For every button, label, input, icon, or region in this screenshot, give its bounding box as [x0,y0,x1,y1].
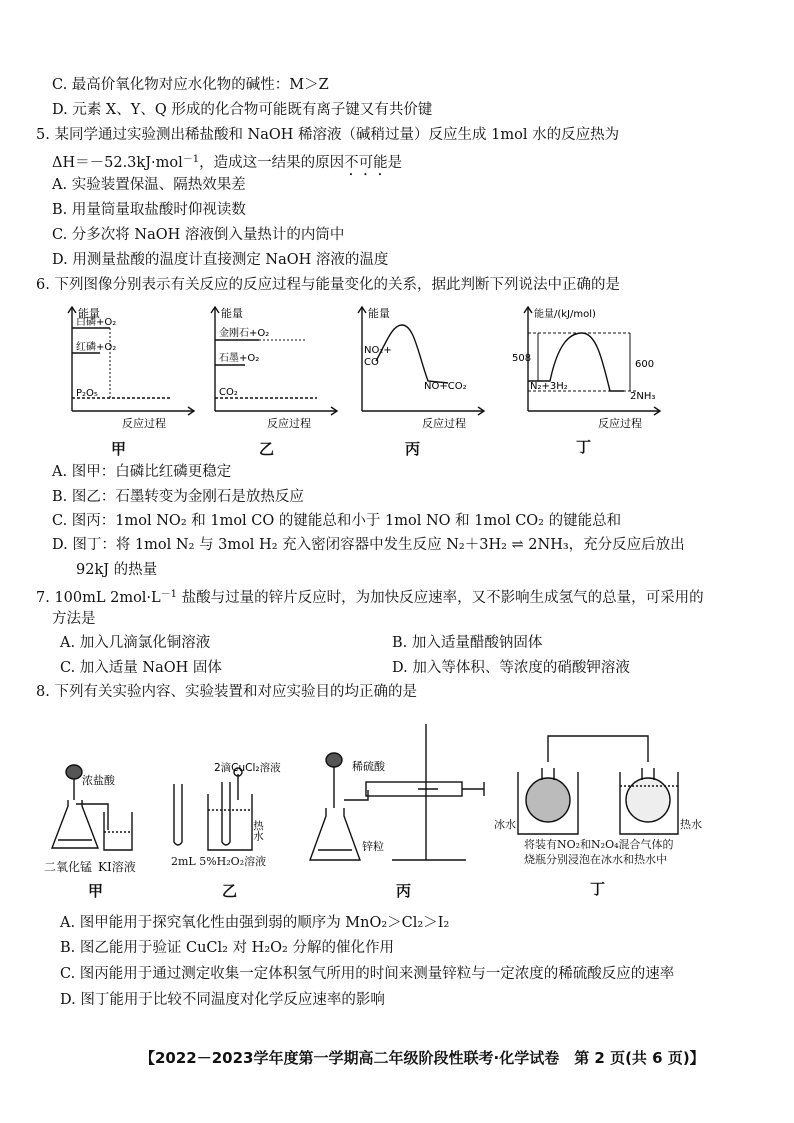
apparatus-yi [166,760,291,856]
graph-yi-label-diamond: 金刚石+O₂ [219,328,270,339]
q6-option-d-line1: D. 图丁：将 1mol N₂ 与 3mol H₂ 充入密闭容器中发生反应 N₂＋3H₂ ⇌ 2NH₃，充分反应后放出 [52,537,685,553]
q8-option-c: C. 图丙能用于通过测定收集一定体积氢气所用的时间来测量锌粒与一定浓度的稀硫酸反应的速率 [60,966,675,982]
apparatus-yi-label-h2o2: 2mL 5%H₂O₂溶液 [171,855,267,868]
apparatus-yi-caption: 乙 [222,882,238,900]
energy-graph-yi [205,303,341,435]
energy-graph-ding [512,303,668,435]
graph-bing-ylabel: 能量 [368,307,390,320]
graph-ding-value-600: 600 [635,359,655,370]
apparatus-jia-label-ki: KI溶液 [98,860,136,874]
apparatus-yi-label-hot-water: 热水 [252,820,264,841]
q6-stem: 6. 下列图像分别表示有关反应的反应过程与能量变化的关系，据此判断下列说法中正确的是 [36,277,620,293]
graph-yi-label-graphite: 石墨+O₂ [219,353,260,364]
graph-bing-label-co: CO [364,357,379,368]
apparatus-ding-note-1: 将装有NO₂和N₂O₄混合气体的 [524,838,674,851]
graph-yi-caption: 乙 [259,440,275,458]
graph-jia-xlabel: 反应过程 [122,417,166,430]
graph-bing-caption: 丙 [405,440,421,458]
apparatus-yi-label-cucl2: 2滴CuCl₂溶液 [214,762,281,774]
q6-option-b: B. 图乙：石墨转变为金刚石是放热反应 [52,489,304,505]
q6-option-a: A. 图甲：白磷比红磷更稳定 [52,464,232,480]
graph-bing-label-products: NO+CO₂ [424,381,467,392]
apparatus-jia [44,760,164,858]
apparatus-ding-caption: 丁 [590,880,606,898]
graph-jia-label-p2o5: P₂O₅ [76,388,98,399]
energy-graph-jia [62,303,198,435]
q7-option-b: B. 加入适量醋酸钠固体 [392,635,543,651]
q4-option-d: D. 元素 X、Y、Q 形成的化合物可能既有离子键又有共价键 [52,102,433,118]
graph-bing-xlabel: 反应过程 [422,417,466,430]
apparatus-bing [308,716,493,876]
q7-option-d: D. 加入等体积、等浓度的硝酸钾溶液 [392,660,630,676]
graph-yi-label-co2: CO₂ [219,387,238,398]
apparatus-jia-label-hcl: 浓盐酸 [82,774,115,787]
graph-ding-ylabel: 能量/(kJ/mol) [534,309,596,320]
apparatus-ding-label-hot-water: 热水 [680,818,702,831]
q5-option-a: A. 实验装置保温、隔热效果差 [52,177,246,193]
apparatus-bing-label-h2so4: 稀硫酸 [352,760,385,773]
q5-option-b: B. 用量筒量取盐酸时仰视读数 [52,202,246,218]
q7-stem-line2: 方法是 [52,611,96,627]
graph-jia-label-white-p: 白磷+O₂ [76,317,117,328]
q8-stem: 8. 下列有关实验内容、实验装置和对应实验目的均正确的是 [36,684,417,700]
graph-jia-ylabel: 能量 [78,307,100,320]
q7-stem-line1: 7. 100mL $2mol\cdot L^{-1}$ 盐酸与过量的锌片反应时，为加快反应速率，又不影响生成氢气的总量，可采用的 [36,589,704,606]
page-footer: 【2022－2023学年度第一学期高二年级阶段性联考·化学试卷 第 2 页(共 6 页)】 [140,1049,705,1067]
q5-stem-line1: 5. 某同学通过实验测出稀盐酸和 NaOH 稀溶液（碱稍过量）反应生成 1mol 水的反应热为 [36,127,620,143]
graph-yi-ylabel: 能量 [221,307,243,320]
graph-jia-label-red-p: 红磷+O₂ [76,342,117,353]
apparatus-jia-caption: 甲 [88,882,104,900]
apparatus-bing-caption: 丙 [396,882,412,900]
graph-ding-value-508: 508 [512,353,532,364]
emphasis-not-possible: 不可能 [344,155,388,171]
graph-ding-caption: 丁 [576,438,592,456]
graph-ding-label-nh3: 2NH₃ [630,391,656,402]
apparatus-ding-label-ice-water: 冰水 [494,818,516,831]
q8-option-b: B. 图乙能用于验证 CuCl₂ 对 H₂O₂ 分解的催化作用 [60,940,394,956]
graph-bing-label-no2: NO₂+ [364,345,392,356]
q5-stem-line2: ΔH＝－52.3kJ·mol$^{-1}$，造成这一结果的原因不可能是 [52,154,403,171]
apparatus-bing-label-zinc: 锌粒 [362,840,384,853]
q8-option-a: A. 图甲能用于探究氧化性由强到弱的顺序为 MnO₂＞Cl₂＞I₂ [60,915,450,931]
apparatus-jia-label-mno2: 二氧化锰 [44,860,93,874]
graph-ding-label-reactants: N₂+3H₂ [530,381,568,392]
q5-option-c: C. 分多次将 NaOH 溶液倒入量热计的内筒中 [52,227,345,243]
graph-jia-caption: 甲 [111,440,127,458]
graph-yi-xlabel: 反应过程 [267,417,311,430]
apparatus-ding-note-2: 烧瓶分别浸泡在冰水和热水中 [524,853,667,866]
q6-option-c: C. 图丙：1mol NO₂ 和 1mol CO 的键能总和小于 1mol NO 和 1mol CO₂ 的键能总和 [52,513,622,529]
q7-option-a: A. 加入几滴氯化铜溶液 [60,635,211,651]
q5-option-d: D. 用测量盐酸的温度计直接测定 NaOH 溶液的温度 [52,252,389,268]
q4-option-c: C. 最高价氧化物对应水化物的碱性：M＞Z [52,77,329,93]
energy-graph-bing [352,303,488,435]
q8-option-d: D. 图丁能用于比较不同温度对化学反应速率的影响 [60,992,385,1008]
q7-option-c: C. 加入适量 NaOH 固体 [60,660,222,676]
q6-option-d-line2: 92kJ 的热量 [76,562,158,578]
graph-ding-xlabel: 反应过程 [598,417,642,430]
